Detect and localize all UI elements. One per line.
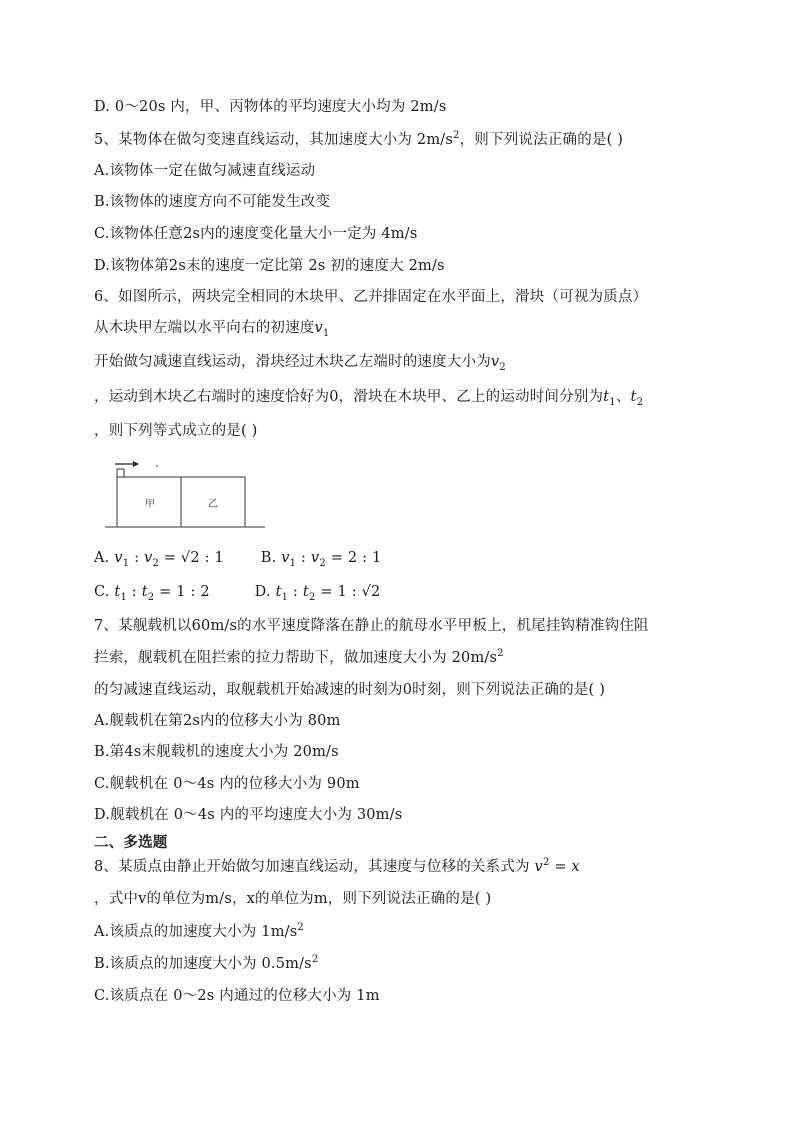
q8-option-a: A.该质点的加速度大小为 $1m/s^2$ — [94, 922, 304, 940]
q8-option-c: C.该质点在 0～2s 内通过的位移大小为 1m — [94, 988, 380, 1004]
q7-option-b: B.第4s末舰载机的速度大小为 20m/s — [94, 744, 339, 760]
q7-option-d: D.舰载机在 0～4s 内的平均速度大小为 30m/s — [94, 807, 403, 823]
q6-stem-line4: ，运动到木块乙右端时的速度恰好为0，滑块在木块甲、乙上的运动时间分别为$t_1$、$t_2$ — [94, 389, 644, 408]
section-heading-multiple-choice: 二、多选题 — [94, 834, 168, 851]
q7-stem-line1: 7、某舰载机以60m/s的水平速度降落在静止的航母水平甲板上，机尾挂钩精准钩住阻 — [94, 618, 649, 634]
q6-option-c: C. $t_1$ : $t_2 = 1$ : 2 — [94, 584, 210, 603]
q5-option-c: C.该物体任意2s内的速度变化量大小一定为 4m/s — [94, 226, 418, 242]
q5-option-d: D.该物体第2s末的速度一定比第 2s 初的速度大 2m/s — [94, 258, 445, 274]
q6-options-ab — [94, 548, 381, 568]
q8-stem-line2: ，式中v的单位为m/s，x的单位为m，则下列说法正确的是( ) — [94, 891, 492, 907]
q5-stem: 5、某物体在做匀变速直线运动，其加速度大小为 $2m/s^2$，则下列说法正确的是( ) — [94, 130, 624, 148]
q6-option-d: D. $t_1$ : $t_2 = 1$ : √2 — [254, 584, 381, 603]
q6-stem-line1: 6、如图所示，两块完全相同的木块甲、乙并排固定在水平面上，滑块（可视为质点） — [94, 289, 648, 305]
q7-option-c: C.舰载机在 0～4s 内的位移大小为 90m — [94, 776, 360, 792]
q7-stem-line3: 的匀减速直线运动，取舰载机开始减速的时刻为0时刻，则下列说法正确的是( ) — [94, 682, 606, 698]
q6-option-a: A. $v_1$ : $v_2 = √2$ : 1 — [94, 550, 224, 569]
q6-stem-line3: 开始做匀减速直线运动，滑块经过木块乙左端时的速度大小为$v_2$ — [94, 354, 506, 373]
q8-option-b: B.该质点的加速度大小为 $0.5m/s^2$ — [94, 954, 319, 972]
q5-option-a: A.该物体一定在做匀减速直线运动 — [94, 163, 316, 179]
block-yi-label: 乙 — [208, 499, 218, 510]
q7-stem-line2: 拦索，舰载机在阻拦索的拉力帮助下，做加速度大小为 $20m/s^2$ — [94, 648, 504, 666]
block-jia-label: 甲 — [145, 499, 155, 510]
q6-options-cd — [94, 582, 380, 602]
slider-dot — [156, 465, 158, 467]
q7-option-a: A.舰载机在第2s内的位移大小为 80m — [94, 713, 341, 729]
slider-block — [117, 469, 124, 477]
q6-stem-line5: ，则下列等式成立的是( ) — [94, 423, 258, 439]
q4-option-d: D. 0～20s 内，甲、丙物体的平均速度大小均为 2m/s — [94, 99, 447, 115]
velocity-arrow-head — [133, 461, 139, 467]
q5-option-b: B.该物体的速度方向不可能发生改变 — [94, 194, 331, 210]
q6-option-b: B. $v_1$ : $v_2 = 2$ : 1 — [260, 550, 382, 569]
q8-stem-line1: 8、某质点由静止开始做匀加速直线运动，其速度与位移的关系式为 $v^2 = x$ — [94, 857, 580, 875]
q6-stem-line2: 从木块甲左端以水平向右的初速度$v_1$ — [94, 320, 330, 339]
q6-block-diagram — [105, 455, 275, 535]
